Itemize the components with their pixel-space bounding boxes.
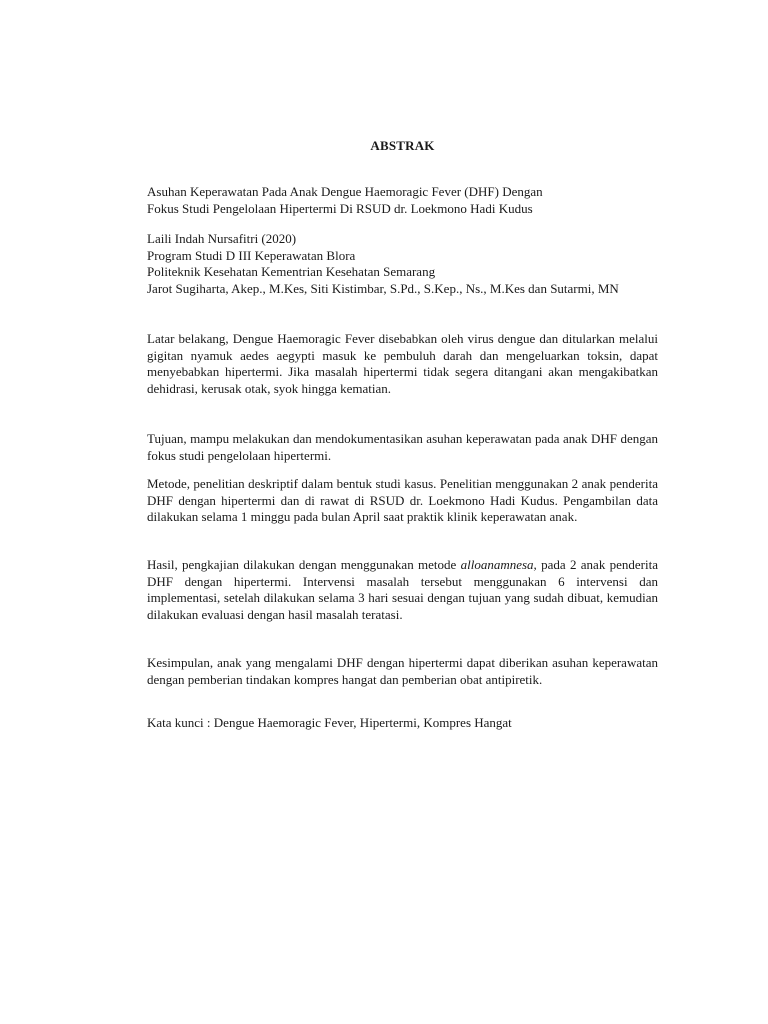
paragraph-kesimpulan: Kesimpulan, anak yang mengalami DHF dengan hipertermi dapat diberikan asuhan keperawatan dengan pemberian tindakan kompres hangat dan pemberian obat antipiretik. bbox=[147, 655, 658, 687]
thesis-title bbox=[147, 184, 658, 217]
hasil-text-start: Hasil, pengkajian dilakukan dengan menggunakan metode bbox=[147, 557, 461, 572]
hasil-text-end: pada 2 anak penderita DHF dengan hipertermi. Intervensi masalah tersebut menggunakan 6 intervensi dan implementasi, setelah dilakukan selama 3 hari sesuai dengan tujuan yang sudah dibuat, kemudian dilakukan evaluasi dengan hasil masalah teratasi. bbox=[147, 557, 658, 622]
study-program: Program Studi D III Keperawatan Blora bbox=[147, 247, 356, 263]
hasil-italic-term: alloanamnesa, bbox=[460, 557, 537, 572]
author-name: Laili Indah Nursafitri (2020) bbox=[147, 231, 297, 246]
author-info bbox=[147, 231, 658, 297]
thesis-title-line: Asuhan Keperawatan Pada Anak Dengue Haemoragic Fever (DHF) Dengan bbox=[147, 184, 543, 199]
page-title: ABSTRAK bbox=[370, 138, 435, 153]
thesis-title-line: Fokus Studi Pengelolaan Hipertermi Di RSUD dr. Loekmono Hadi Kudus bbox=[147, 200, 533, 216]
institution-name: Politeknik Kesehatan Kementrian Kesehatan Semarang bbox=[147, 264, 436, 280]
paragraph-tujuan: Tujuan, mampu melakukan dan mendokumentasikan asuhan keperawatan pada anak DHF dengan fokus studi pengelolaan hipertermi. bbox=[147, 431, 658, 463]
keywords: Kata kunci : Dengue Haemoragic Fever, Hipertermi, Kompres Hangat bbox=[147, 715, 512, 730]
paragraph-metode: Metode, penelitian deskriptif dalam bentuk studi kasus. Penelitian menggunakan 2 anak penderita DHF dengan hipertermi dan di rawat di RSUD dr. Loekmono Hadi Kudus. Pengambilan data dilakukan selama 1 minggu pada bulan April saat praktik klinik keperawatan anak. bbox=[147, 476, 658, 525]
paragraph-latar-belakang: Latar belakang, Dengue Haemoragic Fever disebabkan oleh virus dengue dan ditularkan melalui gigitan nyamuk aedes aegypti masuk ke pembuluh darah dan mengeluarkan toksin, dapat menyebabkan hipertermi. Jika masalah hipertermi tidak segera ditangani akan mengakibatkan dehidrasi, kerusak otak, syok hingga kematian. bbox=[147, 331, 658, 396]
paragraph-hasil bbox=[147, 557, 658, 623]
supervisors: Jarot Sugiharta, Akep., M.Kes, Siti Kistimbar, S.Pd., S.Kep., Ns., M.Kes dan Sutarmi, MN bbox=[147, 280, 619, 296]
